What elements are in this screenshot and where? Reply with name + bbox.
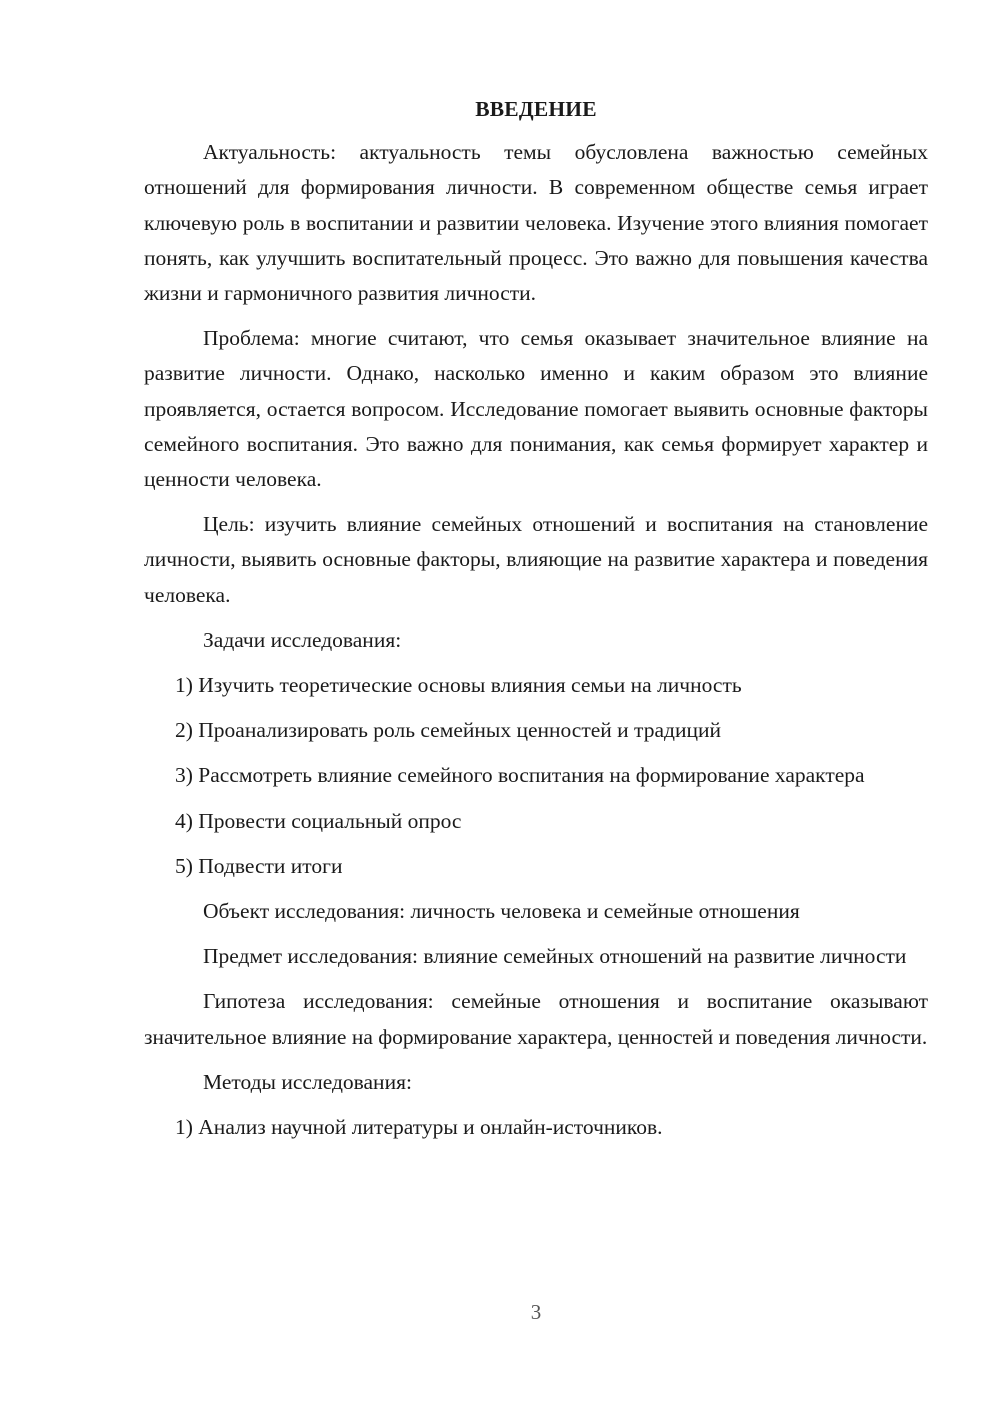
task-item-1: 1) Изучить теоретические основы влияния семьи на личность [175, 673, 742, 698]
task-item-3: 3) Рассмотреть влияние семейного воспитания на формирование характера [175, 763, 865, 788]
goal-paragraph: Цель: изучить влияние семейных отношений и воспитания на становление личности, выявить основные факторы, влияющие на развитие характера и поведения человека. [144, 512, 928, 607]
page-number: 3 [530, 1300, 542, 1324]
tasks-heading: Задачи исследования: [203, 627, 402, 652]
method-item-1: 1) Анализ научной литературы и онлайн-источников. [175, 1115, 663, 1140]
document-page [144, 92, 928, 1155]
task-item-4: 4) Провести социальный опрос [175, 808, 462, 833]
hypothesis-paragraph: Гипотеза исследования: семейные отношения и воспитание оказывают значительное влияние на формирование характера, ценностей и поведения личности. [144, 989, 928, 1049]
methods-heading: Методы исследования: [203, 1069, 412, 1094]
task-item-5: 5) Подвести итоги [175, 853, 343, 878]
problem-paragraph: Проблема: многие считают, что семья оказывает значительное влияние на развитие личности. Однако, насколько именно и каким образом это влияние проявляется, остается вопросом. Исследование помогает выявить основные факторы семейного воспитания. Это важно для понимания, как семья формирует характер и ценности человека. [144, 326, 928, 492]
relevance-paragraph: Актуальность: актуальность темы обусловлена важностью семейных отношений для формирования личности. В современном обществе семья играет ключевую роль в воспитании и развитии человека. Изучение этого влияния помогает понять, как улучшить воспитательный процесс. Это важно для повышения качества жизни и гармоничного развития личности. [144, 140, 928, 306]
object-paragraph: Объект исследования: личность человека и семейные отношения [203, 899, 800, 924]
subject-paragraph: Предмет исследования: влияние семейных отношений на развитие личности [203, 944, 907, 969]
task-item-2: 2) Проанализировать роль семейных ценностей и традиций [175, 718, 721, 743]
section-heading: ВВЕДЕНИЕ [475, 97, 597, 121]
